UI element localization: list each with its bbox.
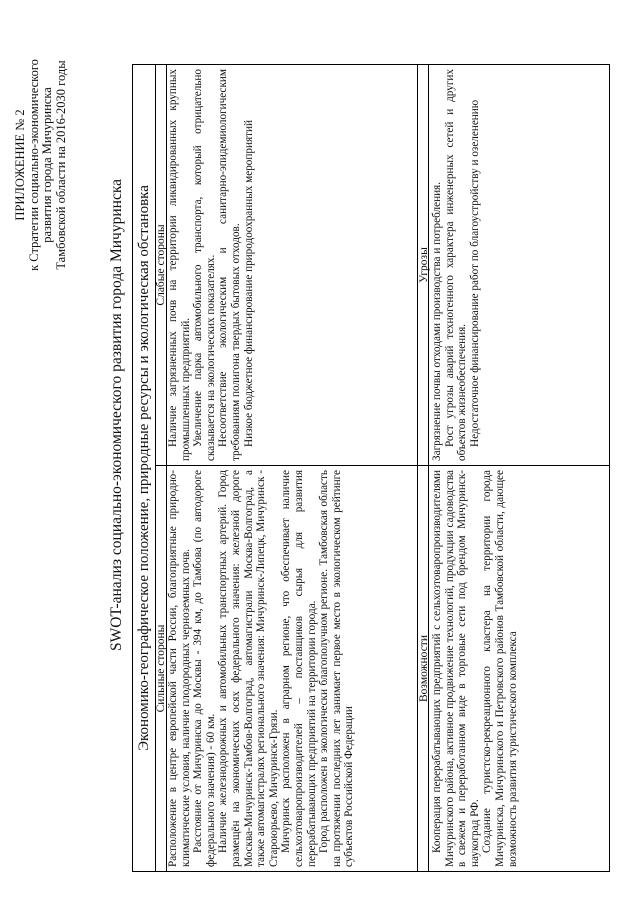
weaknesses-heading: Слабые стороны (155, 65, 167, 465)
appendix-subtitle-2: развития города Мичуринска (40, 87, 54, 243)
weaknesses-paragraph: Наличие загрязненных почв на территории ликвидированных крупных промышленных предприятий. (167, 69, 192, 461)
strengths-paragraph: Расстояние от Мичуринска до Москвы - 394 км, до Тамбова (по автодороге федерального значения) - 60 км. (192, 470, 217, 867)
weaknesses-paragraph: Несоответствие экологическим и санитарно-эпидемиологическим требованиям полигона твердых бытовых отходов. (217, 69, 242, 461)
opportunities-cell (429, 465, 609, 871)
weaknesses-paragraph: Низкое бюджетное финансирование природоохранных мероприятий (242, 120, 255, 447)
strengths-cell (155, 465, 417, 871)
weaknesses-cell (155, 65, 417, 465)
opportunities-paragraph: Кооперация перерабатывающих предприятий с сельхозтоваропроизводителями Мичуринского района, активное продвижение технологий, продукции садоводства в свежем и переработанном виде в торговые сети под брендом Мичуринск-наукоград РФ. (431, 470, 481, 867)
threats-paragraph: Рост угрозы аварий техногенного характера инженерных сетей и других объектов жизнеобеспечения. (443, 69, 469, 461)
appendix-subtitle-1: к Стратегии социально-экономического (26, 59, 41, 271)
swot-table (132, 64, 610, 872)
opportunities-paragraph: Создание туристско-рекреационного кластера на территории города Мичуринска, Мичуринского и Петровского районов Тамбовской области, дающее возможность развития туристического комплекса (481, 470, 519, 867)
threats-cell (429, 65, 609, 465)
strengths-heading: Сильные стороны (155, 465, 167, 871)
threats-heading: Угрозы (417, 65, 429, 465)
strengths-paragraph: Мичуринск расположен в аграрном регионе, что обеспечивает наличие сельхозтоваропроизводителей – поставщиков сырья для развития перерабатывающих предприятий на территории города. (280, 470, 318, 867)
opportunities-heading: Возможности (417, 465, 429, 871)
section-heading: Экономико-географическое положение, природные ресурсы и экологическая обстановка (133, 65, 156, 871)
appendix-header (14, 25, 68, 305)
weaknesses-paragraph: Увеличение парка автомобильного транспорта, который отрицательно сказывается на экологических показателях. (192, 69, 217, 461)
threats-paragraph: Загрязнение почвы отходами производства и потребления. (431, 182, 443, 461)
appendix-subtitle-3: Тамбовской области на 2016-2030 годы (53, 60, 68, 270)
threats-paragraph: Недостаточное финансирование работ по благоустройству и озеленению (468, 99, 481, 447)
document-title: SWOT-анализ социально-экономического развития города Мичуринска (108, 178, 125, 652)
appendix-number: ПРИЛОЖЕНИЕ № 2 (13, 109, 27, 221)
strengths-paragraph: Город расположен в экологически благополучном регионе. Тамбовская область на протяжении последних лет занимает первое место в экологическом рейтинге субъектов Российской Федерации (318, 470, 356, 867)
strengths-paragraph: Наличие железнодорожных и автомобильных транспортных артерий. Город размещён на экономических осях федерального значения: железной дороге Москва-Мичуринск-Тамбов-Волгоград, автомагистрали Москва-Волгоград, а также автомагистралях регионального значения: Мичуринск-Липецк, Мичуринск - Староюрьево, Мичуринск-Грязи. (217, 470, 280, 867)
strengths-paragraph: Расположение в центре европейской части России, благоприятные природно-климатические условия, наличие плодородных черноземных почв. (167, 470, 192, 867)
